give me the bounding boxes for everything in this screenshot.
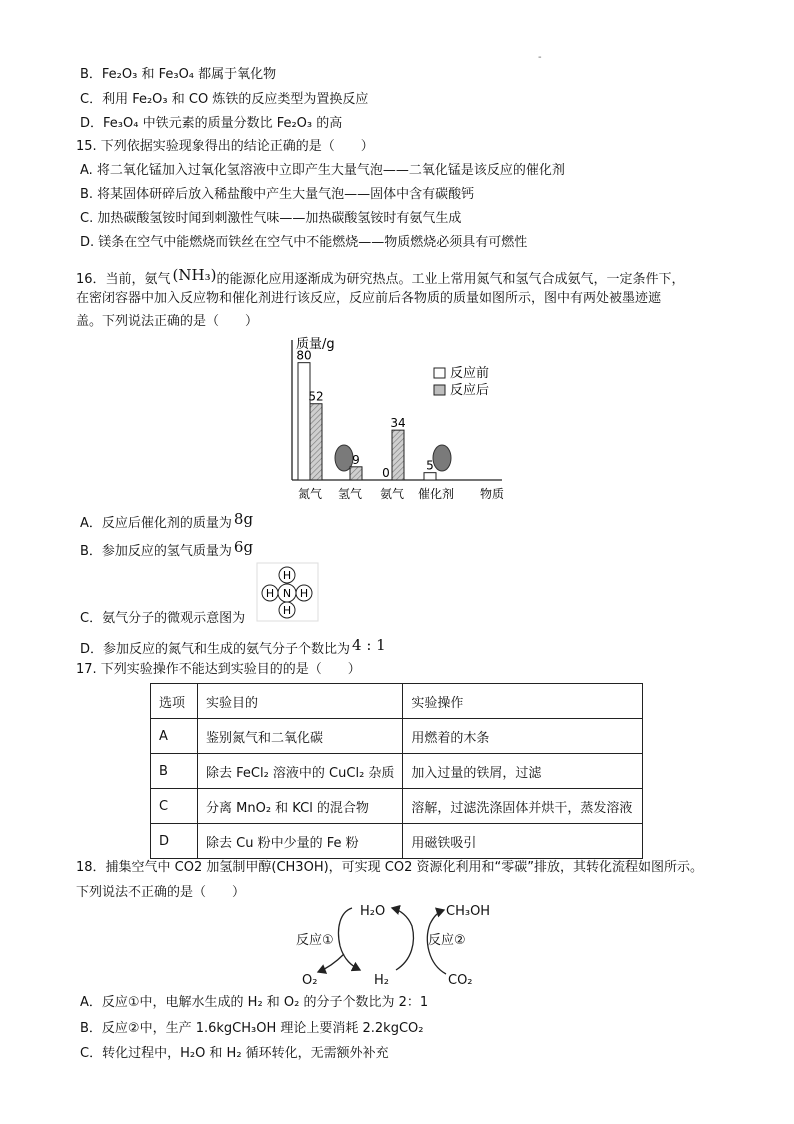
q15-option-a: A. 将二氧化锰加入过氧化氢溶液中立即产生大量气泡——二氧化锰是该反应的催化剂 (80, 163, 565, 178)
nh3-formula: (NH₃) (172, 266, 217, 284)
q16-stem-line-2: 在密闭容器中加入反应物和催化剂进行该反应，反应前后各物质的质量如图所示，图中有两处被墨迹遮 (76, 291, 662, 306)
ch3oh-label: CH₃OH (446, 904, 491, 919)
table-row (151, 719, 643, 754)
table-row (151, 789, 643, 824)
h2o-label: H₂O (360, 904, 386, 919)
q16-option-b (80, 538, 253, 561)
table-header-cell: 实验操作 (403, 684, 643, 719)
table-header-row (151, 684, 643, 719)
q18-stem-line-2: 下列说法不正确的是（ ） (76, 885, 246, 900)
legend-swatch-after (434, 385, 445, 395)
q18-option-b: B．反应②中，生产 1.6kgCH₃OH 理论上要消耗 2.2kgCO₂ (80, 1021, 424, 1036)
table-cell: C (151, 789, 198, 824)
table-cell: 用磁铁吸引 (403, 824, 643, 859)
mass-bar-chart (272, 332, 522, 502)
h-atom-left-label: H (265, 587, 275, 600)
x-tick-label: 氨气 (379, 487, 405, 501)
table-cell: 除去 Cu 粉中少量的 Fe 粉 (198, 824, 403, 859)
q16-stem-line-1 (76, 266, 685, 289)
table-header-cell: 实验目的 (198, 684, 403, 719)
q15-stem: 15. 下列依据实验现象得出的结论正确的是（ ） (76, 139, 374, 154)
h2-label: H₂ (374, 973, 389, 988)
y-axis-label: 质量/g (296, 337, 335, 352)
page-mark: - (538, 52, 542, 63)
table-row (151, 754, 643, 789)
x-tick-label: 氢气 (337, 487, 363, 501)
experiment-table (150, 683, 643, 859)
h-atom-bottom-label: H (282, 604, 292, 617)
bar (424, 473, 436, 480)
q18-stem-line-1: 18．捕集空气中 CO2 加氢制甲醇(CH3OH)，可实现 CO2 资源化利用和“零碳”排放，其转化流程如图所示。 (76, 860, 703, 875)
table-header-cell: 选项 (151, 684, 198, 719)
table-cell: 加入过量的铁屑，过滤 (403, 754, 643, 789)
cycle-arrow-right (392, 908, 413, 970)
table-cell: 分离 MnO₂ 和 KCl 的混合物 (198, 789, 403, 824)
ink-blot (433, 445, 451, 471)
q16-option-d-value: 4 : 1 (352, 636, 386, 654)
x-tick-label: 氮气 (297, 487, 323, 501)
cycle-arrow-left (339, 908, 361, 970)
table-cell: A (151, 719, 198, 754)
conversion-cycle-diagram (288, 898, 518, 990)
reaction-2-label: 反应② (428, 933, 466, 948)
bar-value-label: 52 (308, 389, 324, 404)
bar (298, 363, 310, 480)
q14-option-d: D．Fe₃O₄ 中铁元素的质量分数比 Fe₂O₃ 的高 (80, 116, 343, 131)
x-tick-label: 催化剂 (417, 487, 455, 501)
q16-stem-rest: 的能源化应用逐渐成为研究热点。工业上常用氮气和氢气合成氨气，一定条件下， (216, 272, 685, 287)
q15-option-b: B. 将某固体研碎后放入稀盐酸中产生大量气泡——固体中含有碳酸钙 (80, 187, 475, 202)
q18-option-c: C．转化过程中，H₂O 和 H₂ 循环转化，无需额外补充 (80, 1046, 389, 1061)
legend-label-before: 反应前 (450, 366, 490, 381)
q16-option-a-value: 8g (233, 510, 254, 528)
q15-option-c: C. 加热碳酸氢铵时闻到刺激性气味——加热碳酸氢铵时有氨气生成 (80, 211, 462, 226)
q18-option-a: A．反应①中，电解水生成的 H₂ 和 O₂ 的分子个数比为 2：1 (80, 995, 429, 1010)
co2-label: CO₂ (448, 973, 473, 988)
bar-value-label: 34 (390, 416, 406, 431)
table-cell: 溶解，过滤洗涤固体并烘干，蒸发溶液 (403, 789, 643, 824)
h-atom-top-label: H (282, 569, 292, 582)
h-atom-right-label: H (299, 587, 309, 600)
legend-label-after: 反应后 (450, 383, 490, 398)
table-cell: 除去 FeCl₂ 溶液中的 CuCl₂ 杂质 (198, 754, 403, 789)
table-row (151, 824, 643, 859)
bar-value-label: 0 (382, 466, 390, 480)
q14-option-c: C．利用 Fe₂O₃ 和 CO 炼铁的反应类型为置换反应 (80, 92, 369, 107)
table-cell: 用燃着的木条 (403, 719, 643, 754)
q16-option-a-text: A．反应后催化剂的质量为 (80, 516, 232, 531)
cycle-arrow-o2 (318, 954, 344, 972)
q16-option-d-text: D．参加反应的氮气和生成的氨气分子个数比为 (80, 642, 351, 657)
bar (310, 404, 322, 480)
q15-option-d: D. 镁条在空气中能燃烧而铁丝在空气中不能燃烧——物质燃烧必须具有可燃性 (80, 235, 528, 250)
legend-swatch-before (434, 368, 445, 378)
q16-option-a (80, 510, 253, 533)
table-cell: 鉴别氮气和二氧化碳 (198, 719, 403, 754)
q14-option-b: B．Fe₂O₃ 和 Fe₃O₄ 都属于氧化物 (80, 67, 277, 82)
table-cell: B (151, 754, 198, 789)
q16-stem-prefix: 16．当前，氨气 (76, 272, 171, 287)
bar-value-label: 5 (426, 458, 434, 473)
x-axis-label: 物质 (480, 487, 505, 501)
bar (350, 467, 362, 480)
q16-option-d (80, 636, 386, 659)
o2-label: O₂ (302, 973, 318, 988)
q16-option-b-value: 6g (233, 538, 254, 556)
reaction-1-label: 反应① (296, 933, 334, 948)
bar (392, 430, 404, 480)
bar-value-label: 9 (352, 452, 360, 467)
q16-option-b-text: B．参加反应的氢气质量为 (80, 544, 232, 559)
ammonia-molecule-diagram (256, 562, 320, 622)
q16-stem-line-3: 盖。下列说法正确的是（ ） (76, 314, 259, 329)
n-atom-label: N (282, 587, 292, 600)
q16-option-c: C．氨气分子的微观示意图为 (80, 611, 246, 626)
q17-stem: 17. 下列实验操作不能达到实验目的的是（ ） (76, 662, 361, 677)
table-cell: D (151, 824, 198, 859)
bar-value-label: 80 (296, 348, 312, 363)
